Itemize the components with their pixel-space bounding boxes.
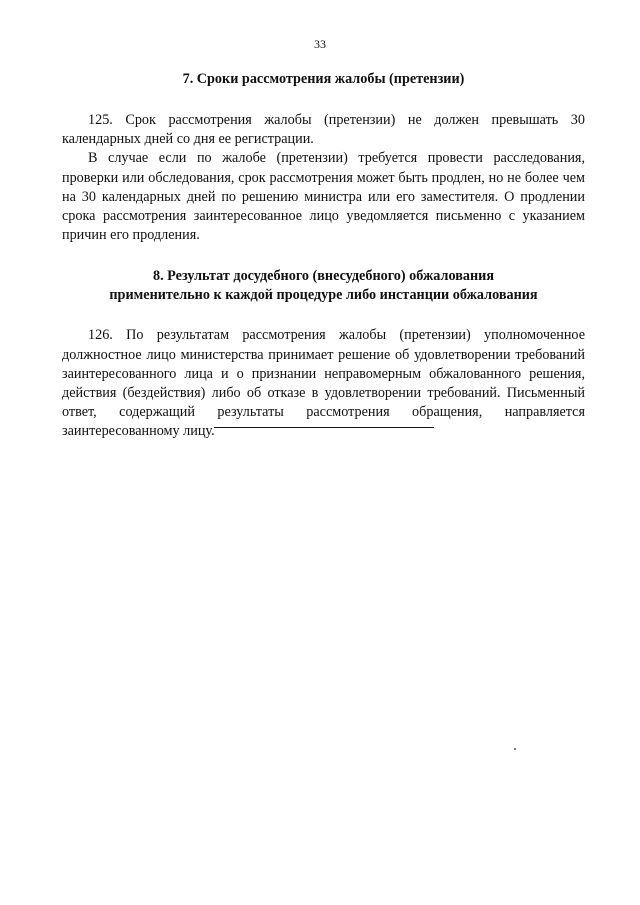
paragraph-125: 125. Срок рассмотрения жалобы (претензии) не должен превышать 30 календарных дней со дня ее регистрации.	[62, 112, 585, 148]
section-8-heading-line-1: 8. Результат досудебного (внесудебного) обжалования	[152, 268, 494, 285]
section-8-heading-line-2: применительно к каждой процедуре либо инстанции обжалования	[109, 287, 538, 304]
scan-speck	[514, 748, 516, 750]
paragraph-125-extension: В случае если по жалобе (претензии) требуется провести расследования, проверки или обследования, срок рассмотрения может быть продлен, но не более чем на 30 календарных дней по решению министра или его заместителя. О продлении срока рассмотрения заинтересованное лицо уведомляется письменно с указанием причин его продления.	[62, 150, 585, 244]
page-number: 33	[314, 37, 326, 51]
section-7-heading: 7. Сроки рассмотрения жалобы (претензии)	[182, 71, 465, 87]
end-divider-line	[214, 427, 434, 428]
section-7	[62, 70, 585, 245]
section-8	[62, 267, 585, 441]
section-8-heading	[62, 267, 585, 305]
paragraph-126: 126. По результатам рассмотрения жалобы (претензии) уполномоченное должностное лицо министерства принимает решение об удовлетворении требований заинтересованного лица и о признании неправомерным обжалованного решения, действия (бездействия) либо об отказе в удовлетворении требований. Письменный ответ, содержащий результаты рассмотрения обращения, направляется заинтересованному лицу.	[62, 327, 585, 440]
document-body	[62, 70, 585, 442]
